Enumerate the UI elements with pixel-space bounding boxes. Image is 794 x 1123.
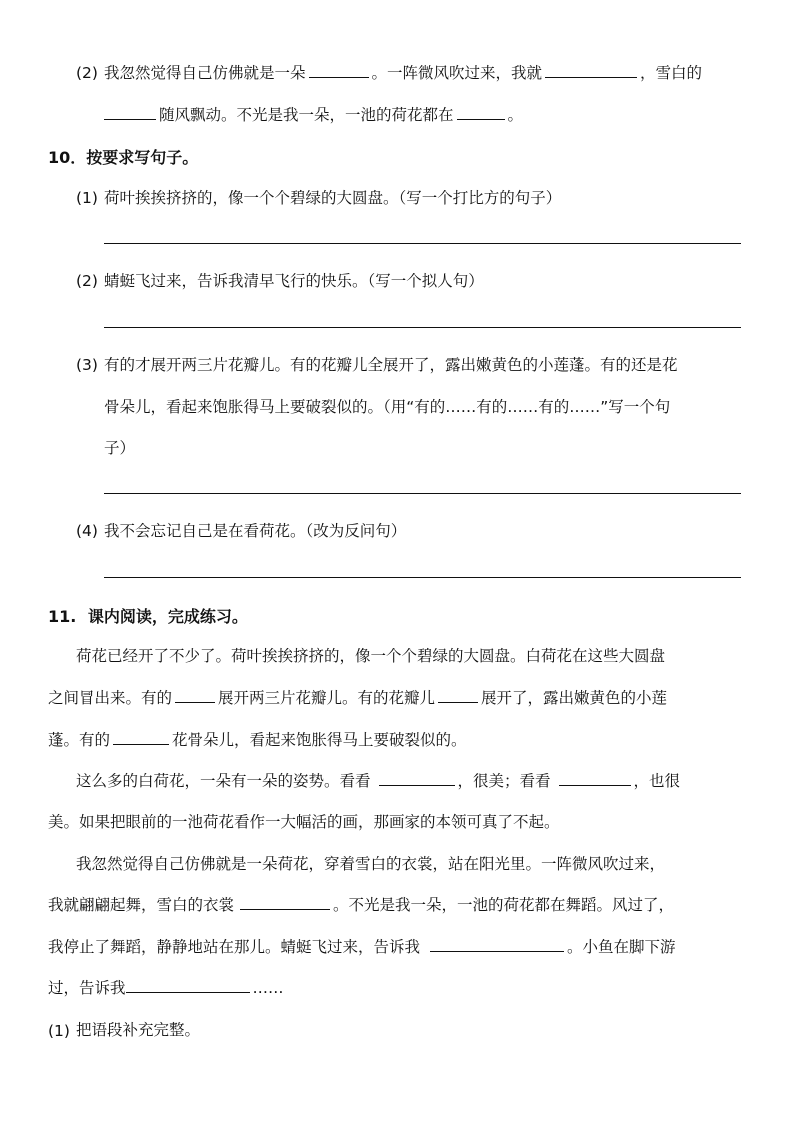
q9-item2-text-a: 我忽然觉得自己仿佛就是一朵: [104, 64, 306, 82]
q11-p2-line1-text-b: ，很美；看看: [457, 772, 551, 790]
q10-item1-prompt: 荷叶挨挨挤挤的，像一个个碧绿的大圆盘。（写一个打比方的句子）: [104, 189, 562, 207]
q10-item3-prompt-line3: 子）: [104, 439, 136, 457]
q9-item2-line1: [104, 61, 702, 83]
q11-sub1-prompt: 把语段补充完整。: [76, 1021, 201, 1039]
q9-item2-number: (2): [76, 64, 98, 82]
q11-heading-number: 11.: [48, 607, 77, 626]
q11-p2-line1: [76, 769, 680, 791]
q11-p1-line2: [48, 686, 667, 708]
answer-line[interactable]: [104, 577, 741, 578]
q9-item2-line2: [104, 103, 523, 125]
q11-p3-line4: [48, 976, 284, 998]
answer-blank[interactable]: [559, 771, 631, 786]
answer-line[interactable]: [104, 243, 741, 244]
q10-item2-prompt: 蜻蜓飞过来，告诉我清早飞行的快乐。（写一个拟人句）: [104, 272, 484, 290]
answer-blank[interactable]: [309, 63, 369, 78]
q11-p3-line2: [48, 893, 674, 915]
q11-heading-text: 课内阅读，完成练习。: [87, 607, 248, 626]
q11-p2-line2: 美。如果把眼前的一池荷花看作一大幅活的画，那画家的本领可真了不起。: [48, 813, 560, 831]
q11-p1-line3-text-b: 花骨朵儿，看起来饱胀得马上要破裂似的。: [172, 731, 467, 749]
answer-line[interactable]: [104, 327, 741, 328]
q10-item2-number: (2): [76, 272, 98, 290]
q10-item3-prompt-line2: 骨朵儿，看起来饱胀得马上要破裂似的。（用“有的……有的……有的……”写一个句: [104, 398, 671, 416]
q9-item2-text-b: 。一阵微风吹过来，我就: [371, 64, 543, 82]
q11-p3-line1: 我忽然觉得自己仿佛就是一朵荷花，穿着雪白的衣裳，站在阳光里。一阵微风吹过来，: [76, 855, 666, 873]
q10-item1-number: (1): [76, 189, 98, 207]
q11-p3-line2-text-b: 。不光是我一朵，一池的荷花都在舞蹈。风过了，: [333, 896, 675, 914]
answer-blank[interactable]: [457, 105, 505, 120]
answer-blank[interactable]: [430, 937, 564, 952]
answer-blank[interactable]: [438, 688, 478, 703]
q10-item3-number: (3): [76, 356, 98, 374]
answer-blank[interactable]: [240, 895, 330, 910]
q11-p3-line4-text-b: ……: [252, 979, 284, 997]
q10-item4-prompt: 我不会忘记自己是在看荷花。（改为反问句）: [104, 522, 407, 540]
q11-p3-line3-text-a: 我停止了舞蹈，静静地站在那儿。蜻蜓飞过来，告诉我: [48, 938, 421, 956]
q11-p1-line2-text-a: 之间冒出来。有的: [48, 689, 173, 707]
q11-p1-line1: 荷花已经开了不少了。荷叶挨挨挤挤的，像一个个碧绿的大圆盘。白荷花在这些大圆盘: [76, 647, 666, 665]
q11-p3-line4-text-a: 过，告诉我: [48, 979, 126, 997]
q11-heading: [48, 604, 248, 627]
q11-p3-line2-text-a: 我就翩翩起舞，雪白的衣裳: [48, 896, 235, 914]
answer-blank[interactable]: [379, 771, 455, 786]
q10-item3-prompt-line1: 有的才展开两三片花瓣儿。有的花瓣儿全展开了，露出嫩黄色的小莲蓬。有的还是花: [104, 356, 678, 374]
answer-blank[interactable]: [104, 105, 156, 120]
q11-p1-line3: [48, 728, 467, 750]
q11-p1-line3-text-a: 蓬。有的: [48, 731, 111, 749]
q9-item2-text-c: ，雪白的: [640, 64, 703, 82]
q9-item2-text-d: 随风飘动。不光是我一朵，一池的荷花都在: [159, 106, 454, 124]
q11-p2-line1-text-c: ，也很: [633, 772, 681, 790]
q11-p2-line1-text-a: 这么多的白荷花，一朵有一朵的姿势。看看: [76, 772, 371, 790]
q10-heading: 10．按要求写句子。: [48, 148, 199, 167]
answer-blank[interactable]: [113, 730, 169, 745]
q11-sub1-number: (1): [48, 1022, 70, 1040]
q9-item2-text-e: 。: [507, 106, 524, 124]
q11-p3-line3-text-b: 。小鱼在脚下游: [567, 938, 676, 956]
answer-blank[interactable]: [545, 63, 637, 78]
q11-p3-line3: [48, 935, 676, 957]
q11-p1-line2-text-b: 展开两三片花瓣儿。有的花瓣儿: [218, 689, 436, 707]
q11-p1-line2-text-c: 展开了，露出嫩黄色的小莲: [481, 689, 668, 707]
answer-blank[interactable]: [175, 688, 215, 703]
answer-blank[interactable]: [126, 978, 250, 993]
answer-line[interactable]: [104, 493, 741, 494]
q10-item4-number: (4): [76, 522, 98, 540]
